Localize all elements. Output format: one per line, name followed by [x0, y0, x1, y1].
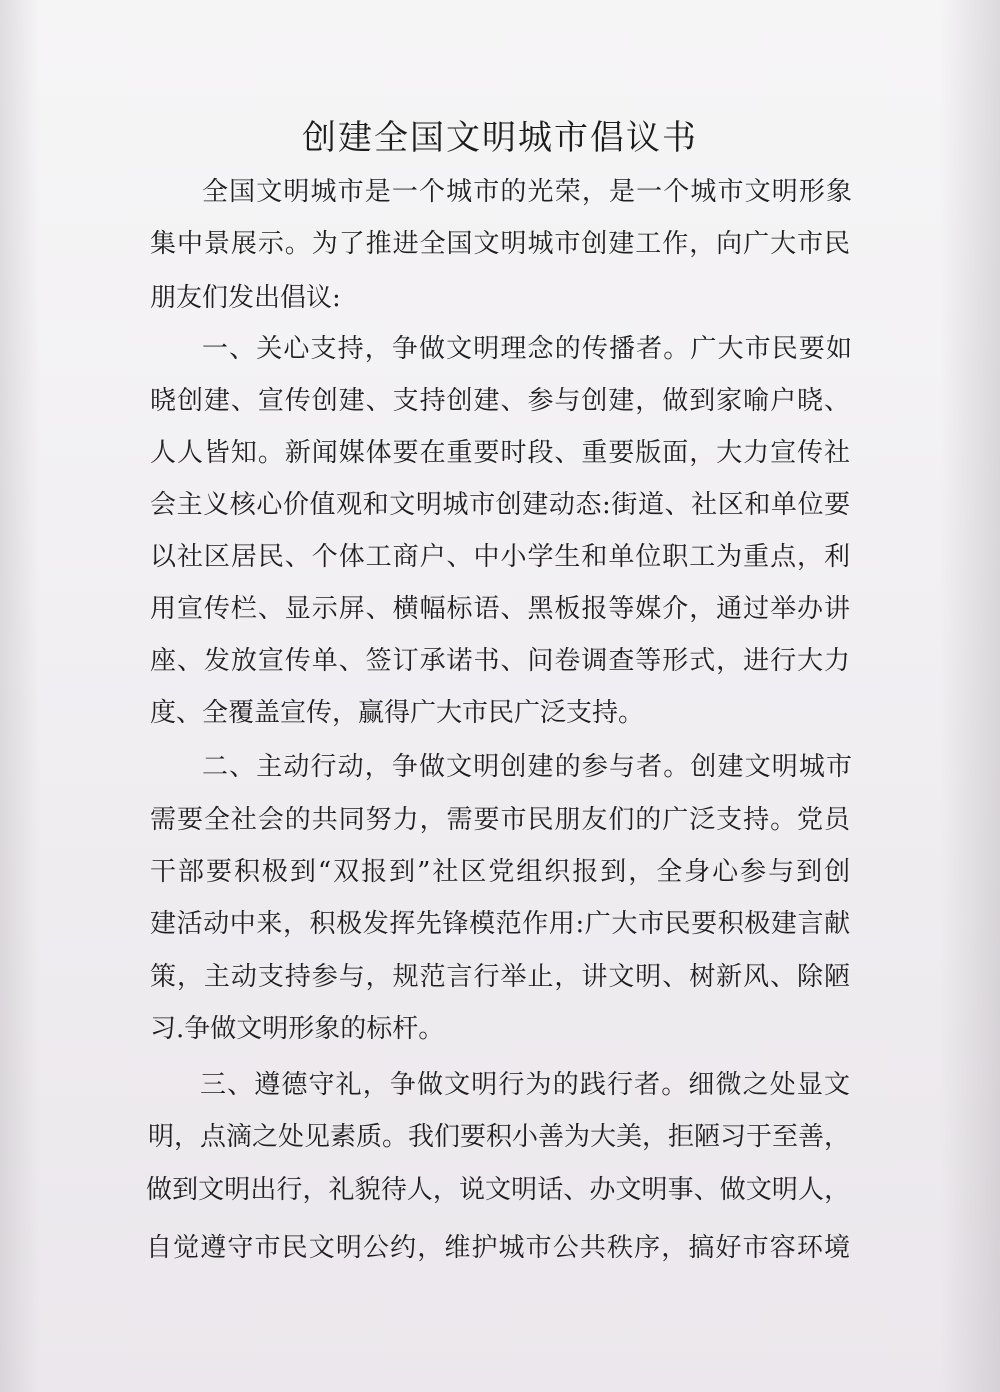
text-line: 人人皆知。新闻媒体要在重要时段、重要版面，大力宣传社 [150, 438, 851, 468]
text-line: 需要全社会的共同努力，需要市民朋友们的广泛支持。党员 [150, 805, 851, 835]
text-line: 以社区居民、个体工商户、中小学生和单位职工为重点，利 [150, 542, 851, 572]
text-line: 一、关心支持，争做文明理念的传播者。广大市民要如 [202, 334, 854, 364]
text-line: 会主义核心价值观和文明城市创建动态:街道、社区和单位要 [150, 490, 851, 520]
text-line: 自觉遵守市民文明公约，维护城市公共秩序，搞好市容环境 [146, 1233, 852, 1263]
text-line: 策，主动支持参与，规范言行举止，讲文明、树新风、除陋 [150, 962, 851, 992]
text-line: 集中景展示。为了推进全国文明城市创建工作，向广大市民 [150, 229, 851, 259]
text-line: 三、遵德守礼，争做文明行为的践行者。细微之处显文 [200, 1070, 852, 1100]
text-line: 建活动中来，积极发挥先锋模范作用:广大市民要积极建言献 [150, 909, 851, 939]
text-line: 座、发放宣传单、签订承诺书、问卷调查等形式，进行大力 [150, 646, 851, 676]
text-line: 做到文明出行，礼貌待人，说文明话、办文明事、做文明人， [146, 1175, 851, 1205]
text-line: 二、主动行动，争做文明创建的参与者。创建文明城市 [202, 752, 854, 782]
text-line: 朋友们发出倡议: [150, 283, 341, 313]
text-line: 习.争做文明形象的标杆。 [150, 1014, 445, 1044]
text-line: 干部要积极到“双报到”社区党组织报到，全身心参与到创 [150, 857, 853, 887]
text-line: 用宣传栏、显示屏、横幅标语、黑板报等媒介，通过举办讲 [150, 594, 851, 624]
text-line: 晓创建、宣传创建、支持创建、参与创建，做到家喻户晓、 [150, 386, 851, 416]
text-line: 全国文明城市是一个城市的光荣，是一个城市文明形象 [202, 177, 854, 207]
text-line: 明，点滴之处见素质。我们要积小善为大美，拒陋习于至善， [148, 1122, 851, 1152]
text-line: 度、全覆盖宣传，赢得广大市民广泛支持。 [150, 698, 645, 728]
document-title: 创建全国文明城市倡议书 [302, 118, 698, 158]
